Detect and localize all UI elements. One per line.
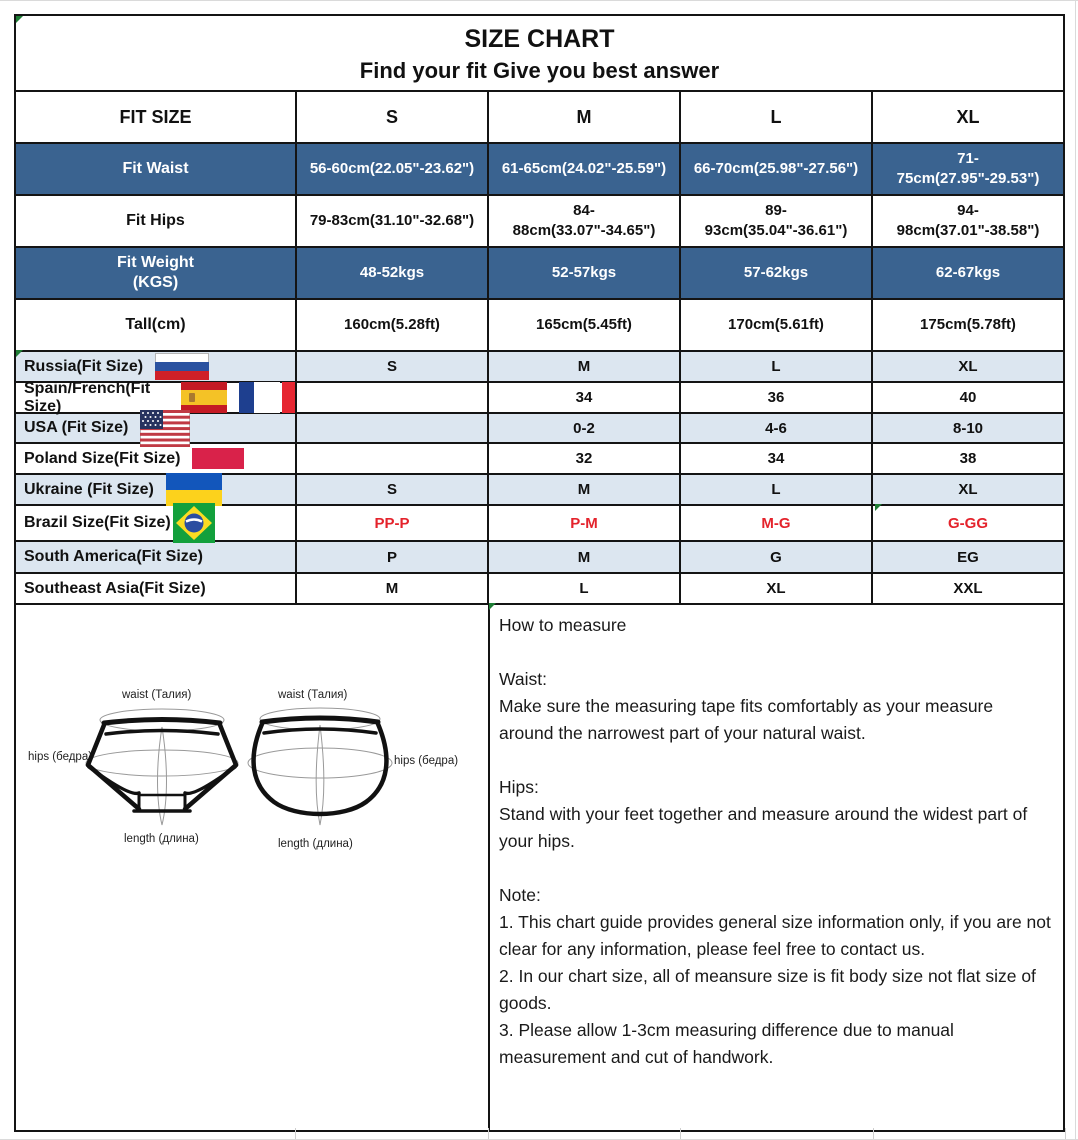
table-row-tall bbox=[16, 298, 1063, 350]
row-label-cell bbox=[16, 379, 295, 415]
hips-label: Hips: bbox=[499, 777, 539, 797]
briefs-front-drawing bbox=[80, 705, 245, 835]
row-label: Brazil Size(Fit Size) bbox=[24, 514, 171, 531]
note-label: Note: bbox=[499, 885, 541, 905]
cell-hips-s: 79-83cm(31.10"-32.68") bbox=[295, 196, 487, 246]
header-size-m bbox=[487, 92, 679, 142]
russia-flag-icon bbox=[155, 353, 209, 380]
size-l-label: L bbox=[770, 106, 782, 127]
front-hips-label: hips (бедра) bbox=[28, 751, 93, 763]
row-label-cell bbox=[16, 444, 295, 473]
row-label-cell bbox=[16, 574, 295, 603]
back-hips-label: hips (бедра) bbox=[394, 755, 459, 767]
cell-hips-l: 89-93cm(35.04"-36.61") bbox=[679, 196, 871, 246]
row-label: Southeast Asia(Fit Size) bbox=[24, 579, 206, 597]
row-label-cell bbox=[16, 300, 295, 350]
cell-waist-xl: 71-75cm(27.95"-29.53") bbox=[871, 144, 1063, 194]
cell-hips-m: 84-88cm(33.07"-34.65") bbox=[487, 196, 679, 246]
table-header-row bbox=[16, 90, 1063, 142]
row-label: Fit Hips bbox=[126, 212, 185, 229]
gridline-right bbox=[1075, 0, 1076, 1140]
row-label-cell bbox=[16, 248, 295, 298]
row-label: South America(Fit Size) bbox=[24, 548, 203, 565]
back-length-label: length (длина) bbox=[278, 838, 353, 850]
table-row-ukraine: Ukraine (Fit Size) S M L XL bbox=[16, 473, 1063, 504]
table-row-fit-waist bbox=[16, 142, 1063, 194]
size-chart-table bbox=[14, 14, 1065, 1132]
cell-weight-l: 57-62kgs bbox=[679, 248, 871, 298]
size-m-label: M bbox=[576, 106, 592, 127]
gridline-top bbox=[0, 0, 1078, 1]
cell-tall-xl: 175cm(5.78ft) bbox=[871, 300, 1063, 350]
measurement-diagrams bbox=[16, 605, 488, 1130]
spain-flag-icon bbox=[181, 382, 227, 413]
cell-hips-xl: 94-98cm(37.01"-38.58") bbox=[871, 196, 1063, 246]
page-title: SIZE CHART bbox=[464, 25, 615, 53]
poland-flag-icon bbox=[192, 448, 244, 469]
spacer bbox=[499, 747, 1051, 774]
cell-weight-m: 52-57kgs bbox=[487, 248, 679, 298]
table-row-russia: Russia(Fit Size) S M L XL bbox=[16, 350, 1063, 381]
size-xl-label: XL bbox=[956, 106, 980, 127]
row-label: Spain/French(Fit Size) bbox=[24, 379, 151, 415]
title-row bbox=[16, 16, 1063, 90]
header-label: FIT SIZE bbox=[119, 106, 192, 127]
table-row-fit-hips bbox=[16, 194, 1063, 246]
row-label-cell bbox=[16, 196, 295, 246]
cell-waist-l: 66-70cm(25.98"-27.56") bbox=[679, 144, 871, 194]
hips-instructions: Stand with your feet together and measure around the widest part of your hips. bbox=[499, 804, 1028, 851]
header-size-xl bbox=[871, 92, 1063, 142]
header-size-s bbox=[295, 92, 487, 142]
waist-instructions: Make sure the measuring tape fits comfortably as your measure around the narrowest part of your natural waist. bbox=[499, 696, 994, 743]
cell-error-marker-icon bbox=[16, 16, 23, 23]
front-length-label: length (длина) bbox=[124, 833, 199, 845]
note-item-2: 2. In our chart size, all of meansure size is fit body size not flat size of goods. bbox=[499, 966, 1036, 1013]
back-waist-label: waist (Талия) bbox=[278, 689, 348, 701]
table-row-spain-french: Spain/French(Fit Size) 34 36 40 bbox=[16, 381, 1063, 412]
row-label: USA (Fit Size) bbox=[24, 419, 129, 436]
table-row-southeast-asia: Southeast Asia(Fit Size) M L XL XXL bbox=[16, 572, 1063, 603]
cell-weight-xl: 62-67kgs bbox=[871, 248, 1063, 298]
header-size-l bbox=[679, 92, 871, 142]
cell-error-marker-icon bbox=[16, 350, 23, 357]
cell-error-marker-icon bbox=[875, 504, 882, 511]
usa-flag-icon bbox=[140, 410, 190, 447]
row-label: Ukraine (Fit Size) bbox=[24, 480, 154, 498]
row-label-cell bbox=[16, 414, 295, 442]
waist-label: Waist: bbox=[499, 669, 547, 689]
row-label-cell bbox=[16, 506, 295, 540]
cell-waist-m: 61-65cm(24.02"-25.59") bbox=[487, 144, 679, 194]
cell-error-marker-icon bbox=[489, 603, 496, 610]
spreadsheet-grid-strip bbox=[0, 1128, 1078, 1140]
cell-tall-l: 170cm(5.61ft) bbox=[679, 300, 871, 350]
row-label: Fit Weight bbox=[116, 254, 195, 271]
row-label: Poland Size(Fit Size) bbox=[24, 449, 181, 467]
row-label: Russia(Fit Size) bbox=[24, 357, 144, 375]
table-row-usa: USA (Fit Size) 0-2 4-6 8-10 bbox=[16, 412, 1063, 442]
note-item-1: 1. This chart guide provides general size information only, if you are not clear for any information, please feel free to contact us. bbox=[499, 912, 1051, 959]
table-row-poland: Poland Size(Fit Size) 32 34 38 bbox=[16, 442, 1063, 473]
ukraine-flag-icon bbox=[166, 473, 222, 506]
table-row-south-america: South America(Fit Size) P M G EG bbox=[16, 540, 1063, 572]
cell-weight-s: 48-52kgs bbox=[295, 248, 487, 298]
table-row-brazil: Brazil Size(Fit Size) PP-P P-M M-G G-GG bbox=[16, 504, 1063, 540]
france-flag-icon bbox=[239, 382, 295, 413]
briefs-back-drawing bbox=[238, 705, 403, 835]
howto-heading: How to measure bbox=[499, 615, 627, 635]
row-label-cell bbox=[16, 542, 295, 572]
spacer bbox=[499, 855, 1051, 882]
page-subtitle: Find your fit Give you best answer bbox=[359, 58, 720, 83]
bottom-section bbox=[16, 603, 1063, 1130]
cell-tall-s: 160cm(5.28ft) bbox=[295, 300, 487, 350]
note-item-3: 3. Please allow 1-3cm measuring difference due to manual measurement and cut of handwork. bbox=[499, 1020, 954, 1067]
front-waist-label: waist (Талия) bbox=[122, 689, 192, 701]
brazil-flag-icon bbox=[173, 503, 215, 543]
header-fit-size bbox=[16, 92, 295, 142]
cell-tall-m: 165cm(5.45ft) bbox=[487, 300, 679, 350]
size-s-label: S bbox=[385, 106, 398, 127]
row-label-cell bbox=[16, 352, 295, 381]
row-label-cell bbox=[16, 144, 295, 194]
cell-waist-s: 56-60cm(22.05"-23.62") bbox=[295, 144, 487, 194]
spacer bbox=[499, 639, 1051, 666]
row-label-cell bbox=[16, 475, 295, 504]
row-label: Tall(cm) bbox=[125, 316, 186, 333]
row-label-line2: (KGS) bbox=[132, 274, 179, 291]
row-label: Fit Waist bbox=[122, 160, 189, 177]
table-row-fit-weight bbox=[16, 246, 1063, 298]
how-to-measure-panel bbox=[488, 605, 1063, 1130]
